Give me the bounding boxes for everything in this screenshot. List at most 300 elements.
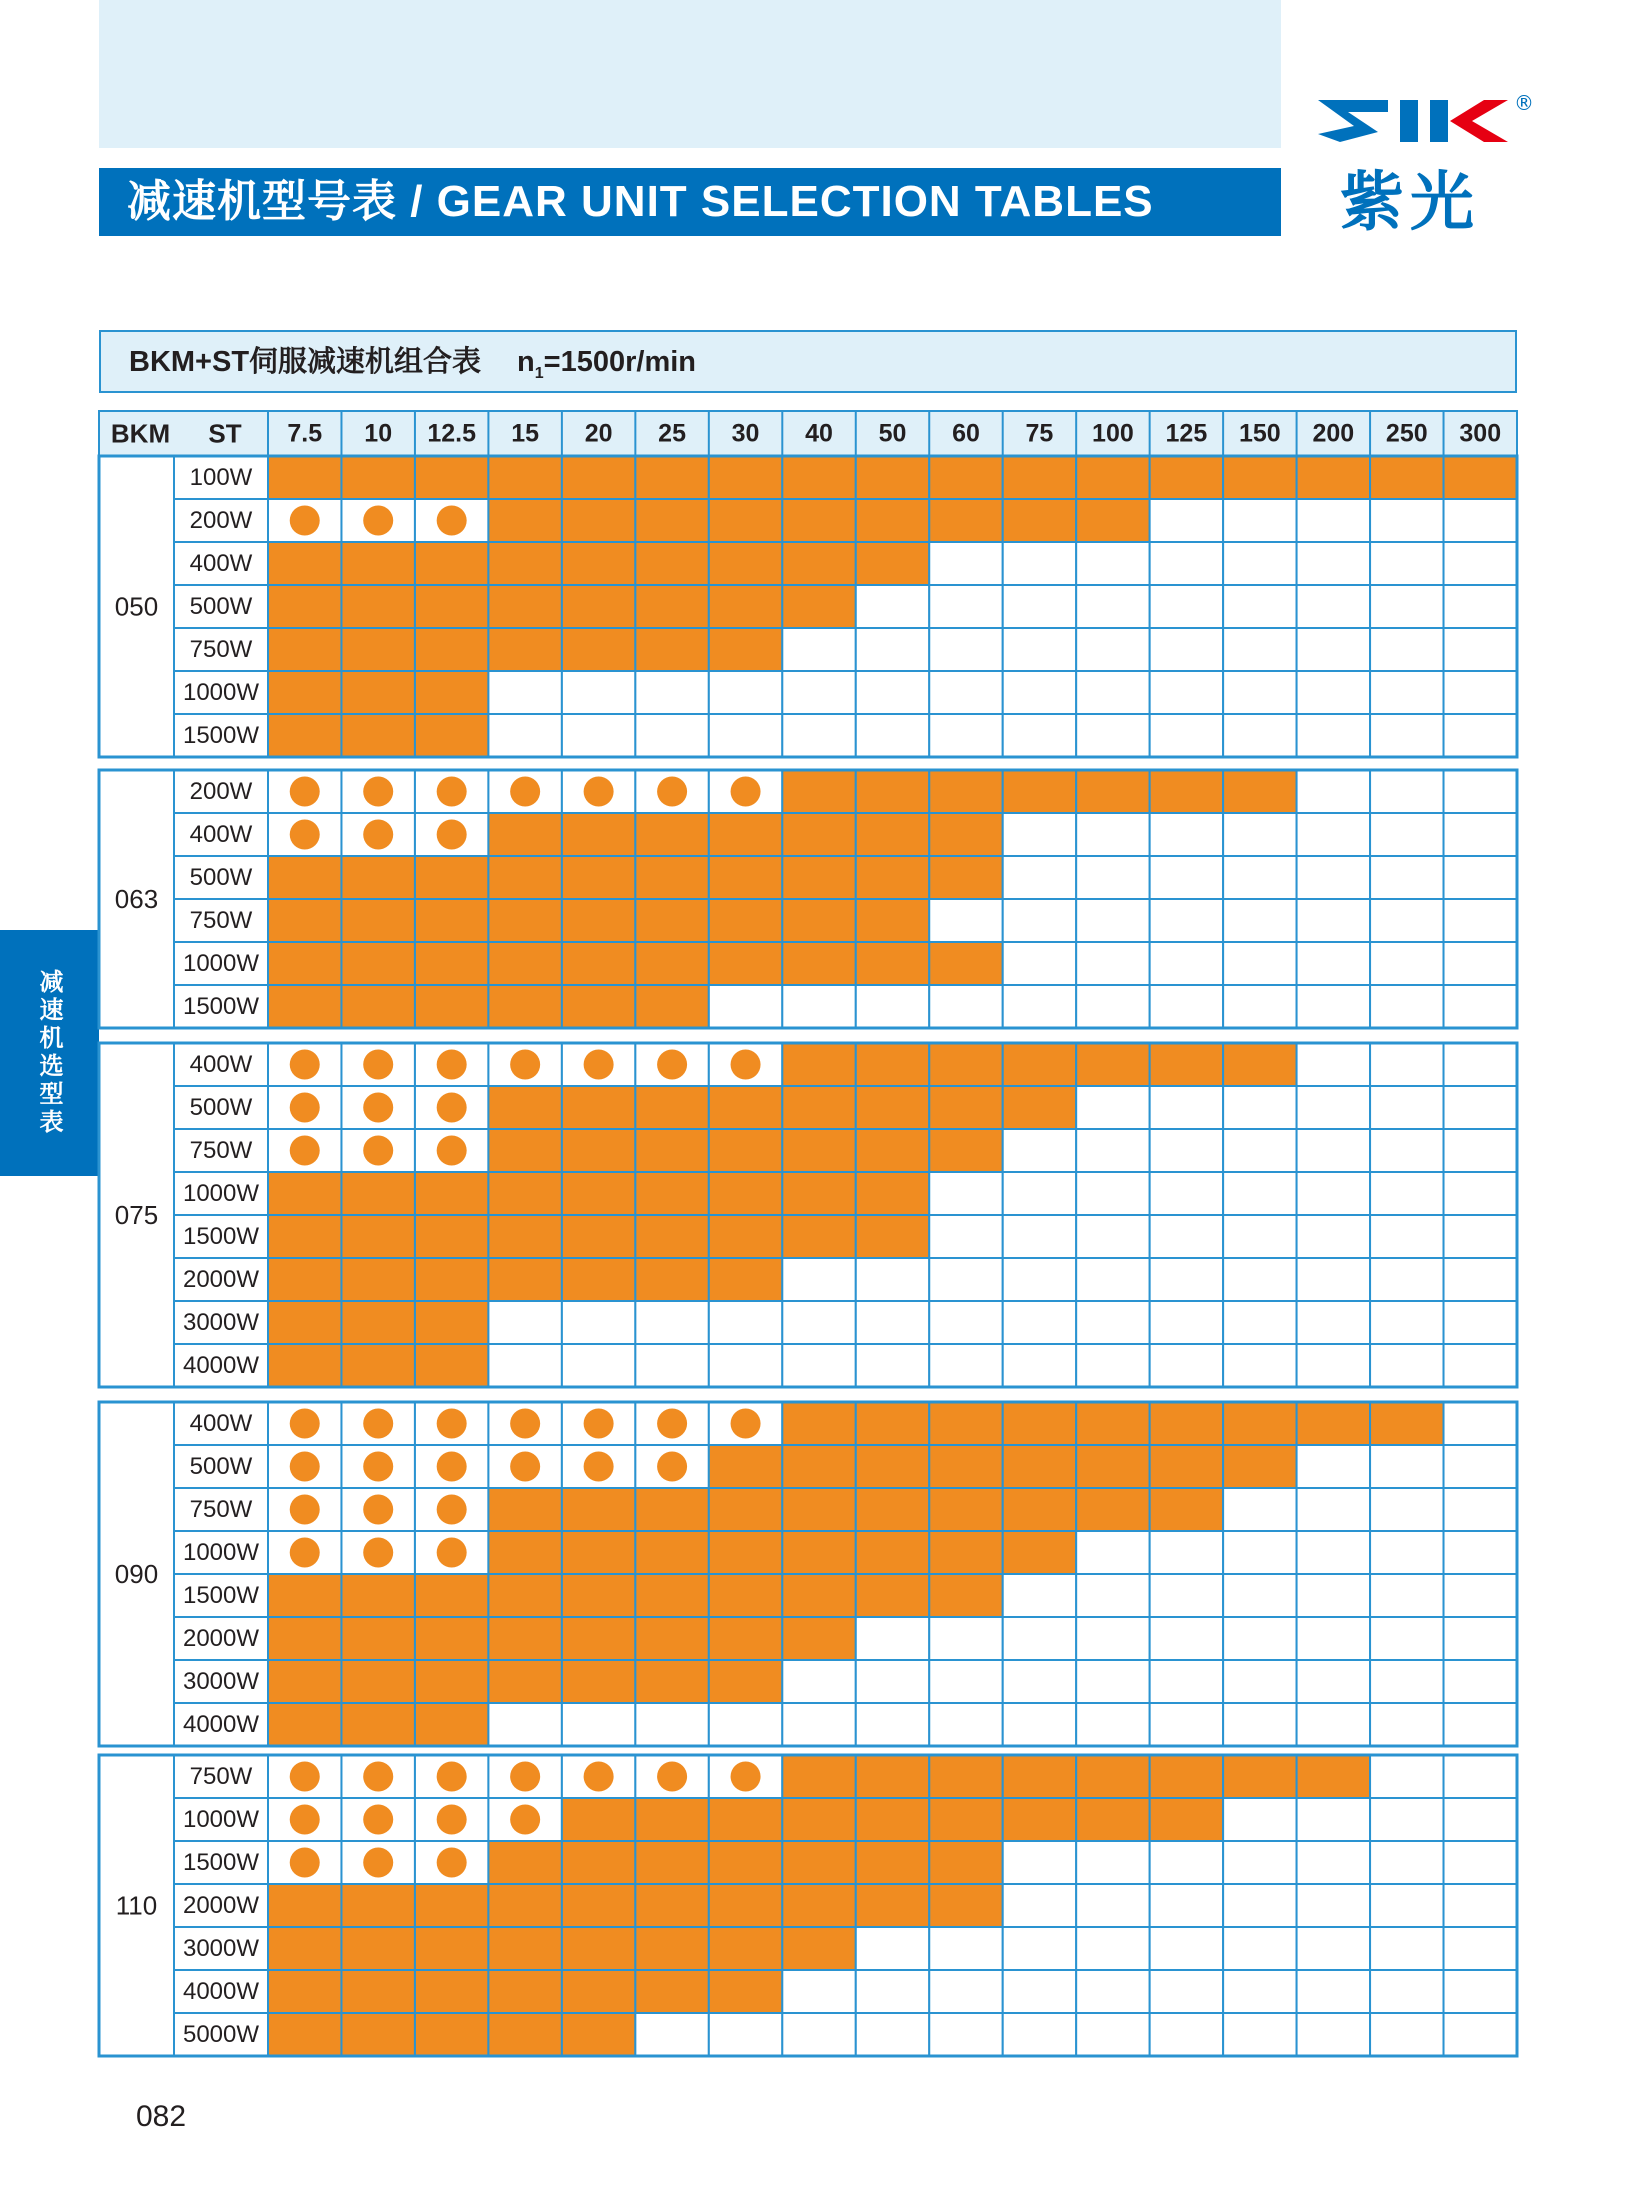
cell-available-063-200W-40 bbox=[782, 770, 855, 813]
cell-empty-050-1500W-250 bbox=[1370, 714, 1443, 757]
cell-empty-075-400W-300 bbox=[1444, 1043, 1517, 1086]
dot-marker-075-400W-30 bbox=[731, 1050, 761, 1080]
cell-available-075-3000W-12.5 bbox=[415, 1301, 488, 1344]
cell-empty-090-1000W-125 bbox=[1150, 1531, 1223, 1574]
dot-marker-075-500W-10 bbox=[363, 1093, 393, 1123]
cell-empty-075-4000W-75 bbox=[1003, 1344, 1076, 1387]
cell-empty-110-4000W-150 bbox=[1223, 1970, 1296, 2013]
dot-marker-090-500W-20 bbox=[584, 1452, 614, 1482]
dot-marker-090-500W-25 bbox=[657, 1452, 687, 1482]
dot-marker-075-750W-10 bbox=[363, 1136, 393, 1166]
cell-empty-090-3000W-75 bbox=[1003, 1660, 1076, 1703]
cell-available-090-400W-200 bbox=[1297, 1402, 1370, 1445]
cell-empty-050-1500W-25 bbox=[635, 714, 708, 757]
cell-empty-063-1500W-150 bbox=[1223, 985, 1296, 1028]
cell-available-063-500W-60 bbox=[929, 856, 1002, 899]
cell-available-075-1500W-50 bbox=[856, 1215, 929, 1258]
cell-available-110-1000W-20 bbox=[562, 1798, 635, 1841]
ratio-header-300: 300 bbox=[1459, 419, 1502, 448]
cell-available-110-2000W-15 bbox=[488, 1884, 561, 1927]
cell-available-090-2000W-30 bbox=[709, 1617, 782, 1660]
power-label-075-2000W: 2000W bbox=[182, 1266, 260, 1293]
cell-empty-075-2000W-250 bbox=[1370, 1258, 1443, 1301]
cell-empty-075-1000W-125 bbox=[1150, 1172, 1223, 1215]
cell-available-090-2000W-15 bbox=[488, 1617, 561, 1660]
cell-empty-110-5000W-125 bbox=[1150, 2013, 1223, 2056]
cell-available-090-1500W-50 bbox=[856, 1574, 929, 1617]
cell-available-050-100W-40 bbox=[782, 456, 855, 499]
cell-empty-075-400W-250 bbox=[1370, 1043, 1443, 1086]
dot-marker-110-1500W-10 bbox=[363, 1848, 393, 1878]
cell-empty-075-3000W-30 bbox=[709, 1301, 782, 1344]
dot-marker-063-200W-20 bbox=[584, 777, 614, 807]
dot-marker-090-500W-7.5 bbox=[290, 1452, 320, 1482]
cell-available-050-200W-20 bbox=[562, 499, 635, 542]
cell-available-050-200W-15 bbox=[488, 499, 561, 542]
cell-available-075-2000W-30 bbox=[709, 1258, 782, 1301]
cell-empty-075-3000W-125 bbox=[1150, 1301, 1223, 1344]
power-label-110-4000W: 4000W bbox=[182, 1978, 260, 2005]
cell-empty-063-750W-60 bbox=[929, 899, 1002, 942]
ratio-header-12.5: 12.5 bbox=[427, 419, 477, 448]
cell-empty-090-1500W-300 bbox=[1444, 1574, 1517, 1617]
cell-empty-063-500W-250 bbox=[1370, 856, 1443, 899]
cell-empty-090-1000W-300 bbox=[1444, 1531, 1517, 1574]
power-label-090-750W: 750W bbox=[189, 1496, 253, 1523]
cell-available-063-750W-25 bbox=[635, 899, 708, 942]
cell-empty-050-1000W-250 bbox=[1370, 671, 1443, 714]
cell-empty-075-2000W-150 bbox=[1223, 1258, 1296, 1301]
cell-empty-110-4000W-200 bbox=[1297, 1970, 1370, 2013]
cell-empty-050-750W-100 bbox=[1076, 628, 1149, 671]
cell-empty-075-3000W-200 bbox=[1297, 1301, 1370, 1344]
cell-empty-063-400W-200 bbox=[1297, 813, 1370, 856]
cell-empty-110-4000W-60 bbox=[929, 1970, 1002, 2013]
cell-empty-050-1000W-25 bbox=[635, 671, 708, 714]
cell-empty-090-3000W-50 bbox=[856, 1660, 929, 1703]
cell-available-063-500W-40 bbox=[782, 856, 855, 899]
cell-empty-050-1500W-150 bbox=[1223, 714, 1296, 757]
dot-marker-075-400W-12.5 bbox=[437, 1050, 467, 1080]
dot-marker-090-400W-30 bbox=[731, 1409, 761, 1439]
cell-available-075-500W-30 bbox=[709, 1086, 782, 1129]
cell-available-090-1000W-30 bbox=[709, 1531, 782, 1574]
cell-available-050-100W-12.5 bbox=[415, 456, 488, 499]
power-label-075-1500W: 1500W bbox=[182, 1223, 260, 1250]
cell-available-110-1000W-100 bbox=[1076, 1798, 1149, 1841]
cell-available-090-3000W-25 bbox=[635, 1660, 708, 1703]
cell-empty-050-750W-40 bbox=[782, 628, 855, 671]
cell-available-075-3000W-10 bbox=[341, 1301, 414, 1344]
cell-empty-075-2000W-50 bbox=[856, 1258, 929, 1301]
cell-available-110-5000W-12.5 bbox=[415, 2013, 488, 2056]
cell-empty-050-400W-300 bbox=[1444, 542, 1517, 585]
cell-available-090-3000W-30 bbox=[709, 1660, 782, 1703]
cell-empty-050-1500W-75 bbox=[1003, 714, 1076, 757]
dot-marker-090-400W-10 bbox=[363, 1409, 393, 1439]
ratio-header-25: 25 bbox=[658, 419, 686, 448]
cell-empty-063-500W-100 bbox=[1076, 856, 1149, 899]
cell-available-063-500W-20 bbox=[562, 856, 635, 899]
cell-empty-050-1500W-30 bbox=[709, 714, 782, 757]
cell-empty-063-400W-75 bbox=[1003, 813, 1076, 856]
cell-empty-063-1000W-150 bbox=[1223, 942, 1296, 985]
cell-empty-075-2000W-300 bbox=[1444, 1258, 1517, 1301]
cell-available-075-400W-40 bbox=[782, 1043, 855, 1086]
dot-marker-063-400W-7.5 bbox=[290, 820, 320, 850]
cell-empty-063-750W-125 bbox=[1150, 899, 1223, 942]
power-label-090-2000W: 2000W bbox=[182, 1625, 260, 1652]
cell-available-110-3000W-12.5 bbox=[415, 1927, 488, 1970]
cell-empty-063-1000W-300 bbox=[1444, 942, 1517, 985]
dot-marker-090-750W-12.5 bbox=[437, 1495, 467, 1525]
cell-empty-075-4000W-25 bbox=[635, 1344, 708, 1387]
cell-empty-090-1000W-250 bbox=[1370, 1531, 1443, 1574]
cell-available-050-200W-60 bbox=[929, 499, 1002, 542]
cell-empty-110-3000W-60 bbox=[929, 1927, 1002, 1970]
cell-available-050-500W-20 bbox=[562, 585, 635, 628]
cell-available-090-750W-25 bbox=[635, 1488, 708, 1531]
cell-available-090-400W-100 bbox=[1076, 1402, 1149, 1445]
cell-empty-090-3000W-250 bbox=[1370, 1660, 1443, 1703]
cell-available-110-1500W-15 bbox=[488, 1841, 561, 1884]
cell-empty-110-4000W-300 bbox=[1444, 1970, 1517, 2013]
cell-empty-110-4000W-50 bbox=[856, 1970, 929, 2013]
power-label-063-500W: 500W bbox=[189, 864, 253, 891]
ratio-header-10: 10 bbox=[364, 419, 393, 448]
cell-available-063-400W-50 bbox=[856, 813, 929, 856]
cell-available-090-3000W-10 bbox=[341, 1660, 414, 1703]
cell-available-050-500W-10 bbox=[341, 585, 414, 628]
cell-empty-075-3000W-15 bbox=[488, 1301, 561, 1344]
cell-empty-090-1500W-150 bbox=[1223, 1574, 1296, 1617]
cell-empty-063-200W-250 bbox=[1370, 770, 1443, 813]
cell-empty-075-1500W-150 bbox=[1223, 1215, 1296, 1258]
cell-available-050-500W-40 bbox=[782, 585, 855, 628]
cell-empty-110-3000W-125 bbox=[1150, 1927, 1223, 1970]
cell-available-075-2000W-15 bbox=[488, 1258, 561, 1301]
cell-empty-050-400W-125 bbox=[1150, 542, 1223, 585]
power-label-075-1000W: 1000W bbox=[182, 1180, 260, 1207]
cell-empty-050-400W-150 bbox=[1223, 542, 1296, 585]
power-label-110-750W: 750W bbox=[189, 1763, 253, 1790]
cell-empty-090-2000W-50 bbox=[856, 1617, 929, 1660]
cell-empty-063-400W-150 bbox=[1223, 813, 1296, 856]
cell-empty-050-1500W-15 bbox=[488, 714, 561, 757]
model-label-090: 090 bbox=[114, 1559, 159, 1589]
cell-empty-110-5000W-250 bbox=[1370, 2013, 1443, 2056]
cell-available-075-4000W-12.5 bbox=[415, 1344, 488, 1387]
cell-available-063-1500W-12.5 bbox=[415, 985, 488, 1028]
ratio-header-250: 250 bbox=[1385, 419, 1428, 448]
cell-empty-110-1500W-125 bbox=[1150, 1841, 1223, 1884]
cell-empty-075-1500W-200 bbox=[1297, 1215, 1370, 1258]
cell-empty-090-2000W-75 bbox=[1003, 1617, 1076, 1660]
cell-available-050-750W-12.5 bbox=[415, 628, 488, 671]
cell-empty-050-200W-125 bbox=[1150, 499, 1223, 542]
cell-available-110-5000W-10 bbox=[341, 2013, 414, 2056]
cell-available-090-1000W-50 bbox=[856, 1531, 929, 1574]
power-label-090-1500W: 1500W bbox=[182, 1582, 260, 1609]
cell-empty-090-1000W-150 bbox=[1223, 1531, 1296, 1574]
cell-available-075-2000W-10 bbox=[341, 1258, 414, 1301]
dot-marker-063-200W-7.5 bbox=[290, 777, 320, 807]
cell-available-075-750W-30 bbox=[709, 1129, 782, 1172]
cell-empty-110-5000W-50 bbox=[856, 2013, 929, 2056]
cell-available-110-3000W-20 bbox=[562, 1927, 635, 1970]
cell-available-110-1000W-30 bbox=[709, 1798, 782, 1841]
cell-empty-050-400W-75 bbox=[1003, 542, 1076, 585]
dot-marker-090-400W-12.5 bbox=[437, 1409, 467, 1439]
cell-empty-063-400W-300 bbox=[1444, 813, 1517, 856]
power-label-050-400W: 400W bbox=[189, 550, 253, 577]
dot-marker-090-1000W-7.5 bbox=[290, 1538, 320, 1568]
header-st: ST bbox=[208, 418, 242, 449]
dot-marker-090-400W-25 bbox=[657, 1409, 687, 1439]
dot-marker-050-200W-12.5 bbox=[437, 506, 467, 536]
dot-marker-075-400W-20 bbox=[584, 1050, 614, 1080]
cell-empty-110-3000W-250 bbox=[1370, 1927, 1443, 1970]
cell-empty-110-5000W-300 bbox=[1444, 2013, 1517, 2056]
cell-available-050-1000W-10 bbox=[341, 671, 414, 714]
cell-empty-075-1500W-100 bbox=[1076, 1215, 1149, 1258]
cell-available-110-3000W-10 bbox=[341, 1927, 414, 1970]
cell-available-110-2000W-40 bbox=[782, 1884, 855, 1927]
cell-available-050-400W-25 bbox=[635, 542, 708, 585]
cell-empty-110-3000W-200 bbox=[1297, 1927, 1370, 1970]
cell-available-050-100W-75 bbox=[1003, 456, 1076, 499]
cell-available-075-1500W-10 bbox=[341, 1215, 414, 1258]
cell-empty-063-750W-100 bbox=[1076, 899, 1149, 942]
cell-empty-090-3000W-100 bbox=[1076, 1660, 1149, 1703]
cell-available-063-400W-40 bbox=[782, 813, 855, 856]
cell-available-050-200W-75 bbox=[1003, 499, 1076, 542]
cell-available-075-750W-20 bbox=[562, 1129, 635, 1172]
cell-empty-090-1000W-100 bbox=[1076, 1531, 1149, 1574]
cell-empty-050-500W-300 bbox=[1444, 585, 1517, 628]
cell-empty-075-4000W-30 bbox=[709, 1344, 782, 1387]
cell-available-090-1000W-60 bbox=[929, 1531, 1002, 1574]
cell-empty-075-750W-200 bbox=[1297, 1129, 1370, 1172]
cell-empty-090-3000W-125 bbox=[1150, 1660, 1223, 1703]
cell-available-075-1000W-15 bbox=[488, 1172, 561, 1215]
dot-marker-063-200W-15 bbox=[510, 777, 540, 807]
cell-available-050-750W-25 bbox=[635, 628, 708, 671]
cell-available-063-200W-50 bbox=[856, 770, 929, 813]
cell-available-063-1000W-50 bbox=[856, 942, 929, 985]
cell-available-050-400W-10 bbox=[341, 542, 414, 585]
cell-empty-110-1500W-100 bbox=[1076, 1841, 1149, 1884]
cell-available-050-500W-25 bbox=[635, 585, 708, 628]
cell-available-075-1000W-20 bbox=[562, 1172, 635, 1215]
cell-available-050-100W-20 bbox=[562, 456, 635, 499]
cell-empty-075-1500W-75 bbox=[1003, 1215, 1076, 1258]
cell-empty-075-500W-250 bbox=[1370, 1086, 1443, 1129]
cell-available-090-750W-20 bbox=[562, 1488, 635, 1531]
power-label-090-500W: 500W bbox=[189, 1453, 253, 1480]
cell-empty-090-500W-200 bbox=[1297, 1445, 1370, 1488]
cell-available-075-400W-75 bbox=[1003, 1043, 1076, 1086]
cell-available-063-1000W-40 bbox=[782, 942, 855, 985]
cell-empty-110-5000W-25 bbox=[635, 2013, 708, 2056]
cell-empty-063-750W-200 bbox=[1297, 899, 1370, 942]
cell-available-050-200W-30 bbox=[709, 499, 782, 542]
power-label-110-5000W: 5000W bbox=[182, 2021, 260, 2048]
cell-available-090-2000W-10 bbox=[341, 1617, 414, 1660]
cell-available-050-100W-125 bbox=[1150, 456, 1223, 499]
cell-available-110-4000W-15 bbox=[488, 1970, 561, 2013]
power-label-063-400W: 400W bbox=[189, 821, 253, 848]
dot-marker-090-500W-15 bbox=[510, 1452, 540, 1482]
cell-empty-090-1500W-100 bbox=[1076, 1574, 1149, 1617]
cell-available-090-1500W-40 bbox=[782, 1574, 855, 1617]
cell-available-075-750W-60 bbox=[929, 1129, 1002, 1172]
cell-available-063-750W-40 bbox=[782, 899, 855, 942]
cell-available-050-200W-50 bbox=[856, 499, 929, 542]
cell-available-090-750W-15 bbox=[488, 1488, 561, 1531]
cell-empty-050-1500W-300 bbox=[1444, 714, 1517, 757]
cell-empty-110-3000W-75 bbox=[1003, 1927, 1076, 1970]
cell-available-050-100W-15 bbox=[488, 456, 561, 499]
cell-available-090-1500W-20 bbox=[562, 1574, 635, 1617]
cell-empty-075-4000W-15 bbox=[488, 1344, 561, 1387]
cell-empty-063-1500W-125 bbox=[1150, 985, 1223, 1028]
cell-available-090-2000W-7.5 bbox=[268, 1617, 341, 1660]
cell-empty-075-2000W-40 bbox=[782, 1258, 855, 1301]
cell-empty-090-750W-200 bbox=[1297, 1488, 1370, 1531]
cell-available-050-400W-7.5 bbox=[268, 542, 341, 585]
cell-empty-050-750W-200 bbox=[1297, 628, 1370, 671]
cell-available-110-750W-75 bbox=[1003, 1755, 1076, 1798]
cell-empty-110-2000W-200 bbox=[1297, 1884, 1370, 1927]
cell-available-110-4000W-25 bbox=[635, 1970, 708, 2013]
cell-available-090-500W-30 bbox=[709, 1445, 782, 1488]
cell-available-050-400W-15 bbox=[488, 542, 561, 585]
cell-empty-075-4000W-150 bbox=[1223, 1344, 1296, 1387]
cell-empty-090-2000W-150 bbox=[1223, 1617, 1296, 1660]
cell-empty-050-400W-100 bbox=[1076, 542, 1149, 585]
cell-empty-063-1500W-50 bbox=[856, 985, 929, 1028]
cell-empty-050-1000W-40 bbox=[782, 671, 855, 714]
power-label-075-500W: 500W bbox=[189, 1094, 253, 1121]
cell-available-090-1500W-15 bbox=[488, 1574, 561, 1617]
cell-empty-063-400W-100 bbox=[1076, 813, 1149, 856]
cell-empty-075-3000W-250 bbox=[1370, 1301, 1443, 1344]
cell-empty-075-4000W-20 bbox=[562, 1344, 635, 1387]
dot-marker-090-500W-10 bbox=[363, 1452, 393, 1482]
ratio-header-150: 150 bbox=[1238, 419, 1281, 448]
cell-empty-090-4000W-30 bbox=[709, 1703, 782, 1746]
cell-empty-063-1500W-30 bbox=[709, 985, 782, 1028]
cell-empty-050-200W-250 bbox=[1370, 499, 1443, 542]
cell-available-075-750W-25 bbox=[635, 1129, 708, 1172]
cell-empty-090-4000W-50 bbox=[856, 1703, 929, 1746]
ratio-header-60: 60 bbox=[952, 419, 980, 448]
cell-available-110-750W-40 bbox=[782, 1755, 855, 1798]
cell-available-075-500W-25 bbox=[635, 1086, 708, 1129]
cell-empty-050-1500W-200 bbox=[1297, 714, 1370, 757]
cell-empty-050-200W-200 bbox=[1297, 499, 1370, 542]
cell-available-110-3000W-15 bbox=[488, 1927, 561, 1970]
cell-available-075-4000W-7.5 bbox=[268, 1344, 341, 1387]
cell-empty-050-200W-150 bbox=[1223, 499, 1296, 542]
cell-available-110-750W-125 bbox=[1150, 1755, 1223, 1798]
cell-empty-075-500W-150 bbox=[1223, 1086, 1296, 1129]
cell-empty-063-500W-75 bbox=[1003, 856, 1076, 899]
ratio-header-200: 200 bbox=[1312, 419, 1355, 448]
cell-empty-110-2000W-75 bbox=[1003, 1884, 1076, 1927]
cell-empty-075-3000W-60 bbox=[929, 1301, 1002, 1344]
cell-available-090-4000W-12.5 bbox=[415, 1703, 488, 1746]
cell-empty-090-3000W-40 bbox=[782, 1660, 855, 1703]
cell-empty-090-1500W-200 bbox=[1297, 1574, 1370, 1617]
cell-empty-063-1000W-100 bbox=[1076, 942, 1149, 985]
cell-empty-075-1500W-60 bbox=[929, 1215, 1002, 1258]
cell-available-090-1500W-12.5 bbox=[415, 1574, 488, 1617]
cell-available-063-750W-12.5 bbox=[415, 899, 488, 942]
dot-marker-110-1000W-12.5 bbox=[437, 1805, 467, 1835]
cell-available-063-1000W-7.5 bbox=[268, 942, 341, 985]
dot-marker-110-750W-10 bbox=[363, 1762, 393, 1792]
cell-empty-110-5000W-30 bbox=[709, 2013, 782, 2056]
ratio-header-50: 50 bbox=[878, 419, 907, 448]
cell-available-090-2000W-12.5 bbox=[415, 1617, 488, 1660]
power-label-110-1000W: 1000W bbox=[182, 1806, 260, 1833]
cell-empty-050-500W-125 bbox=[1150, 585, 1223, 628]
power-label-075-4000W: 4000W bbox=[182, 1352, 260, 1379]
cell-available-090-500W-40 bbox=[782, 1445, 855, 1488]
cell-empty-063-200W-200 bbox=[1297, 770, 1370, 813]
cell-available-090-400W-60 bbox=[929, 1402, 1002, 1445]
cell-empty-075-750W-75 bbox=[1003, 1129, 1076, 1172]
cell-available-110-1500W-50 bbox=[856, 1841, 929, 1884]
cell-available-063-750W-7.5 bbox=[268, 899, 341, 942]
cell-available-075-1500W-20 bbox=[562, 1215, 635, 1258]
cell-empty-050-1000W-20 bbox=[562, 671, 635, 714]
cell-available-063-750W-10 bbox=[341, 899, 414, 942]
cell-empty-110-1000W-300 bbox=[1444, 1798, 1517, 1841]
cell-empty-063-500W-300 bbox=[1444, 856, 1517, 899]
cell-available-090-750W-60 bbox=[929, 1488, 1002, 1531]
power-label-090-4000W: 4000W bbox=[182, 1711, 260, 1738]
dot-marker-090-1000W-10 bbox=[363, 1538, 393, 1568]
cell-empty-075-750W-300 bbox=[1444, 1129, 1517, 1172]
dot-marker-110-1500W-12.5 bbox=[437, 1848, 467, 1878]
cell-available-090-1000W-15 bbox=[488, 1531, 561, 1574]
ratio-header-30: 30 bbox=[731, 419, 760, 448]
cell-empty-110-2000W-150 bbox=[1223, 1884, 1296, 1927]
cell-available-050-100W-30 bbox=[709, 456, 782, 499]
cell-empty-110-4000W-40 bbox=[782, 1970, 855, 2013]
cell-empty-050-1000W-60 bbox=[929, 671, 1002, 714]
cell-available-110-750W-150 bbox=[1223, 1755, 1296, 1798]
cell-available-110-2000W-20 bbox=[562, 1884, 635, 1927]
cell-available-050-750W-15 bbox=[488, 628, 561, 671]
cell-available-110-3000W-7.5 bbox=[268, 1927, 341, 1970]
cell-available-090-500W-50 bbox=[856, 1445, 929, 1488]
cell-available-075-400W-150 bbox=[1223, 1043, 1296, 1086]
cell-empty-090-1500W-75 bbox=[1003, 1574, 1076, 1617]
cell-empty-063-750W-75 bbox=[1003, 899, 1076, 942]
cell-available-063-1000W-20 bbox=[562, 942, 635, 985]
cell-empty-063-1500W-40 bbox=[782, 985, 855, 1028]
cell-available-110-1000W-50 bbox=[856, 1798, 929, 1841]
cell-empty-050-750W-60 bbox=[929, 628, 1002, 671]
ratio-header-75: 75 bbox=[1025, 419, 1054, 448]
cell-empty-075-500W-200 bbox=[1297, 1086, 1370, 1129]
cell-available-090-500W-100 bbox=[1076, 1445, 1149, 1488]
cell-empty-075-3000W-20 bbox=[562, 1301, 635, 1344]
